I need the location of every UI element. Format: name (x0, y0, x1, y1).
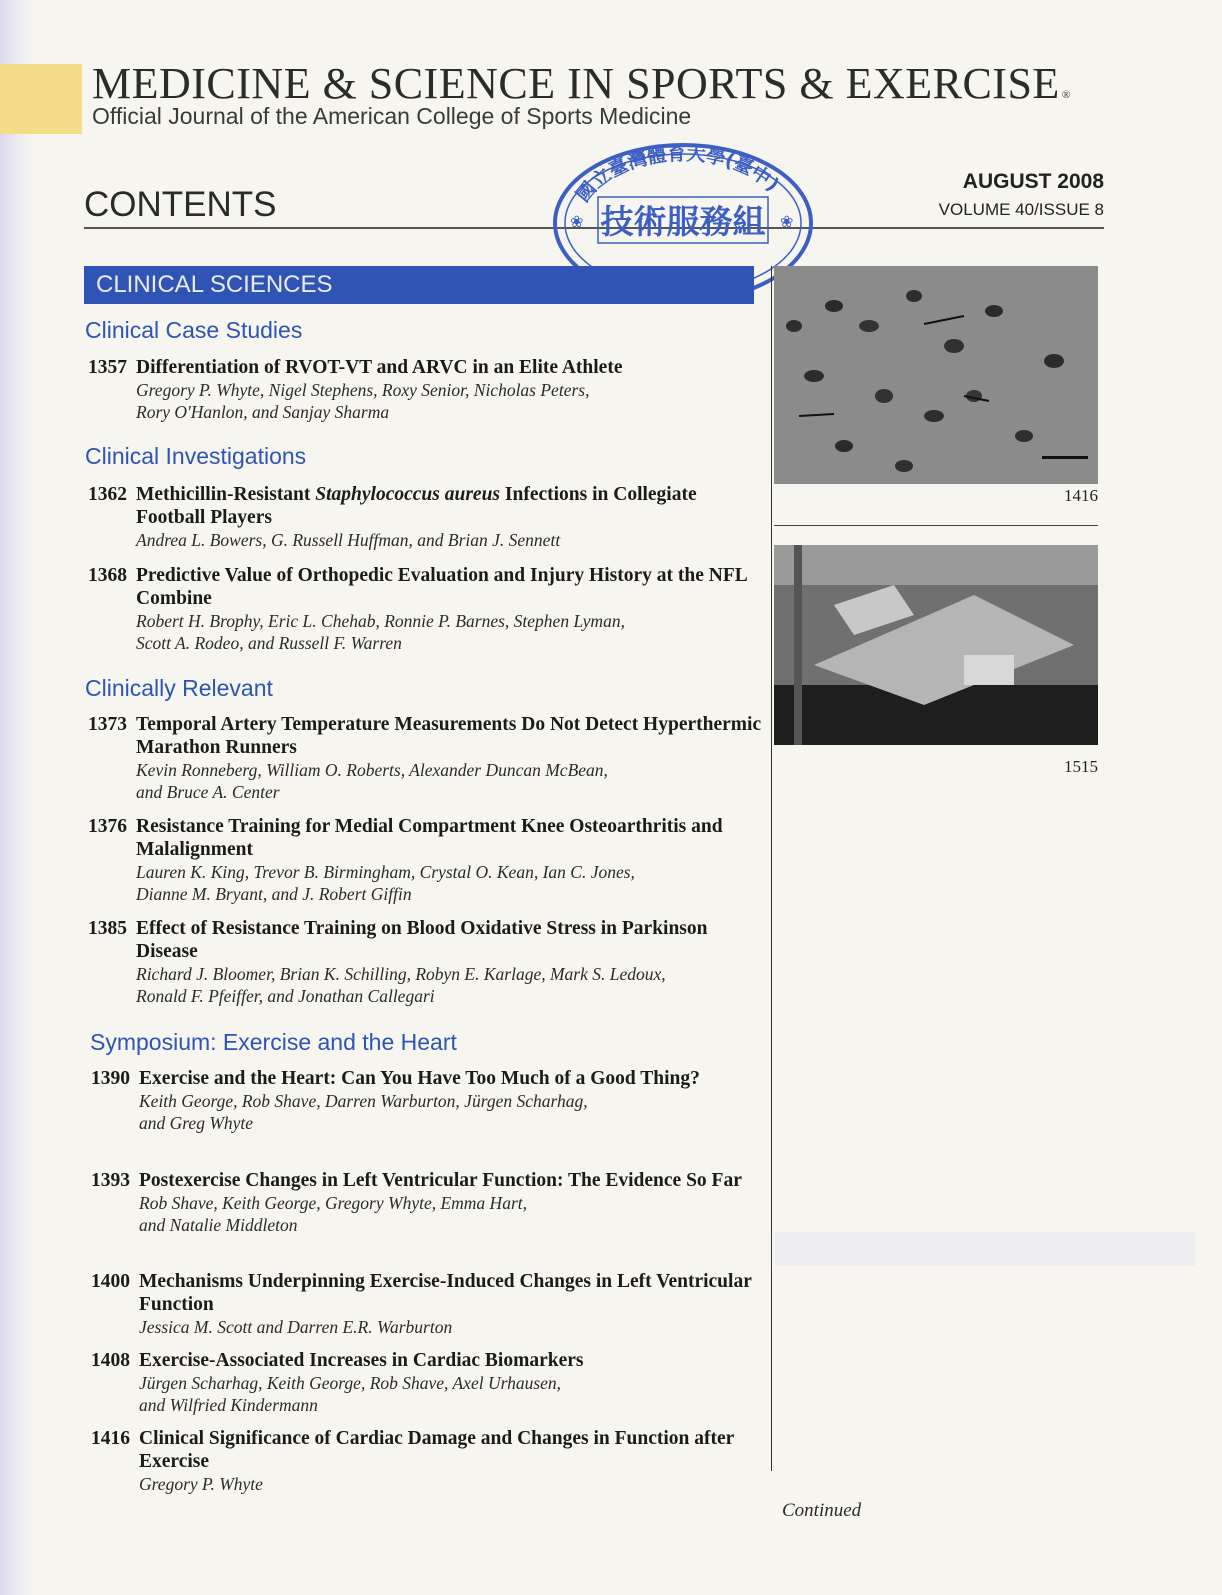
figure-rule (774, 525, 1098, 526)
stamp-center-text: 技術服務組 (600, 202, 766, 241)
article-authors: Lauren K. King, Trevor B. Birmingham, Crystal O. Kean, Ian C. Jones, Dianne M. Bryant, and J. Robert Giffin (136, 862, 635, 904)
article-title: Effect of Resistance Training on Blood Oxidative Stress in Parkinson Disease (136, 918, 708, 962)
article-title: Postexercise Changes in Left Ventricular Function: The Evidence So Far (139, 1170, 742, 1191)
page-number: 1400 (91, 1271, 130, 1292)
section-banner (84, 266, 754, 304)
article-authors: Gregory P. Whyte, Nigel Stephens, Roxy Senior, Nicholas Peters, Rory O'Hanlon, and Sanjay Sharma (136, 380, 590, 422)
article-title: Resistance Training for Medial Compartment Knee Osteoarthritis and Malalignment (136, 816, 723, 860)
svg-text:❀: ❀ (780, 212, 794, 231)
toc-entry (88, 917, 768, 1007)
toc-entry (88, 713, 768, 803)
page-number: 1416 (91, 1428, 130, 1449)
page-number: 1385 (88, 918, 127, 939)
equipment-photo (774, 545, 1098, 745)
toc-entry (91, 1427, 771, 1495)
article-authors: Kevin Ronneberg, William O. Roberts, Alexander Duncan McBean, and Bruce A. Center (136, 760, 608, 802)
page-number: 1408 (91, 1350, 130, 1371)
article-authors: Jürgen Scharhag, Keith George, Rob Shave, Axel Urhausen, and Wilfried Kindermann (139, 1373, 562, 1415)
toc-entry (88, 815, 768, 905)
page-number: 1357 (88, 357, 127, 378)
column-divider (771, 266, 772, 1471)
continued-note: Continued (782, 1500, 862, 1521)
page-edge-shade (0, 0, 34, 1595)
article-title-species: Staphylococcus aureus (315, 484, 501, 505)
article-authors: Gregory P. Whyte (139, 1474, 263, 1494)
stamp-top-text: 國立臺灣體育大學(臺中) (572, 142, 784, 207)
article-title: Exercise and the Heart: Can You Have Too Much of a Good Thing? (139, 1068, 700, 1089)
article-title: Clinical Significance of Cardiac Damage and Changes in Function after Exercise (139, 1428, 734, 1472)
article-authors: Andrea L. Bowers, G. Russell Huffman, and Brian J. Sennett (136, 530, 561, 550)
toc-entry: 1362 Methicillin-Resistant Staphylococcus aureus Infections in Collegiate Football Players Andrea L. Bowers, G. Russell Huffman, and Brian J. Sennett (88, 483, 768, 551)
toc-entry (91, 1169, 771, 1236)
subsection-heading: Clinical Investigations (85, 443, 307, 469)
article-title: Predictive Value of Orthopedic Evaluation and Injury History at the NFL Combine (136, 565, 747, 609)
micrograph-image (774, 266, 1098, 484)
page-title: CONTENTS (84, 185, 277, 224)
figure-page-number: 1416 (1064, 486, 1098, 505)
bleed-through-band (775, 1232, 1195, 1266)
subsection-heading: Clinical Case Studies (85, 317, 303, 343)
section-title: CLINICAL SCIENCES (96, 271, 333, 298)
toc-entry (91, 1270, 771, 1338)
article-authors: Keith George, Rob Shave, Darren Warburton, Jürgen Scharhag, and Greg Whyte (139, 1091, 588, 1133)
toc-entry (91, 1349, 771, 1416)
figure-page-number: 1515 (1064, 757, 1098, 776)
toc-entry (88, 564, 768, 654)
journal-title: MEDICINE & SCIENCE IN SPORTS & EXERCISE ® (92, 59, 1071, 108)
page-number: 1373 (88, 714, 127, 735)
masthead-color-tab (0, 64, 82, 134)
journal-subtitle: Official Journal of the American College of Sports Medicine (92, 103, 692, 129)
page-number: 1393 (91, 1170, 130, 1191)
subsection-heading: Clinically Relevant (85, 675, 273, 701)
issue-volume: VOLUME 40/ISSUE 8 (938, 200, 1104, 219)
page-number: 1376 (88, 816, 127, 837)
issue-date: AUGUST 2008 (962, 170, 1104, 193)
subsection-heading: Symposium: Exercise and the Heart (90, 1029, 457, 1055)
page-number: 1368 (88, 565, 127, 586)
registered-mark: ® (1061, 89, 1071, 101)
page-number: 1390 (91, 1068, 130, 1089)
article-title: Differentiation of RVOT-VT and ARVC in an Elite Athlete (136, 357, 623, 378)
page-number: 1362 (88, 484, 127, 505)
article-title: Mechanisms Underpinning Exercise-Induced Changes in Left Ventricular Function (139, 1271, 752, 1315)
article-authors: Jessica M. Scott and Darren E.R. Warburton (139, 1317, 453, 1337)
article-authors: Rob Shave, Keith George, Gregory Whyte, Emma Hart, and Natalie Middleton (139, 1193, 527, 1235)
toc-entry (91, 1067, 771, 1134)
toc-entry (88, 356, 768, 423)
svg-text:❀: ❀ (570, 212, 584, 231)
article-title: Temporal Artery Temperature Measurements Do Not Detect Hyperthermic Marathon Runners (136, 714, 762, 758)
article-title: Exercise-Associated Increases in Cardiac Biomarkers (139, 1350, 584, 1371)
article-authors: Richard J. Bloomer, Brian K. Schilling, Robyn E. Karlage, Mark S. Ledoux, Ronald F. Pfeiffer, and Jonathan Callegari (136, 964, 666, 1006)
article-authors: Robert H. Brophy, Eric L. Chehab, Ronnie P. Barnes, Stephen Lyman, Scott A. Rodeo, and Russell F. Warren (136, 611, 625, 653)
